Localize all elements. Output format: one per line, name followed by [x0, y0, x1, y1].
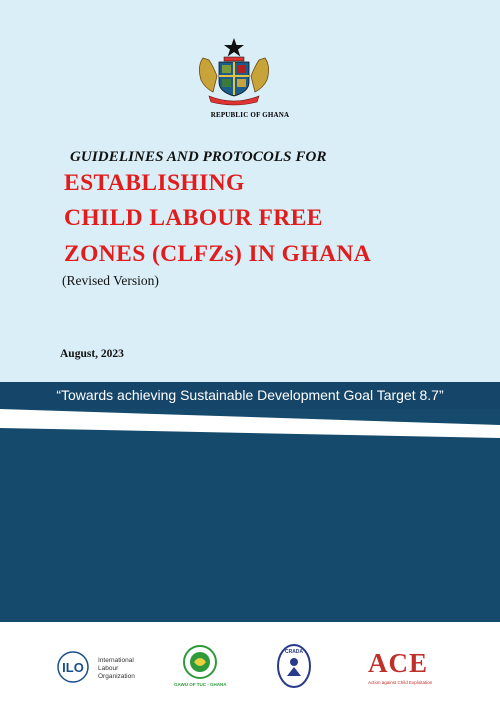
- gawu-text: GAWU OF TUC - GHANA: [174, 682, 227, 687]
- ilo-text-line-3: Organization: [98, 673, 135, 680]
- svg-text:ILO: ILO: [62, 660, 84, 675]
- tagline: “Towards achieving Sustainable Development Goal Target 8.7”: [56, 387, 444, 403]
- title-line-1: ESTABLISHING: [64, 170, 245, 196]
- gawu-logo-icon: [180, 644, 220, 680]
- ghana-coat-of-arms-icon: [195, 36, 273, 106]
- publication-date: August, 2023: [60, 348, 124, 360]
- ilo-text-line-1: International: [98, 657, 134, 664]
- version-label: (Revised Version): [62, 273, 159, 288]
- navy-band: [0, 382, 500, 622]
- ace-logo-text: ACE: [368, 648, 429, 678]
- svg-text:CRADA: CRADA: [284, 649, 304, 655]
- title-prefix: GUIDELINES AND PROTOCOLS FOR: [70, 149, 327, 165]
- title-line-3: ZONES (CLFZs) IN GHANA: [64, 241, 372, 267]
- ace-subtitle: Action against Child Exploitation: [368, 680, 433, 685]
- ilo-logo-icon: [52, 650, 94, 684]
- title-line-2: CHILD LABOUR FREE: [64, 205, 323, 231]
- republic-label: REPUBLIC OF GHANA: [210, 111, 290, 119]
- crada-logo-icon: [276, 642, 312, 690]
- ilo-text: [98, 657, 135, 681]
- partner-logos: [0, 622, 500, 707]
- ilo-text-line-2: Labour: [98, 665, 119, 672]
